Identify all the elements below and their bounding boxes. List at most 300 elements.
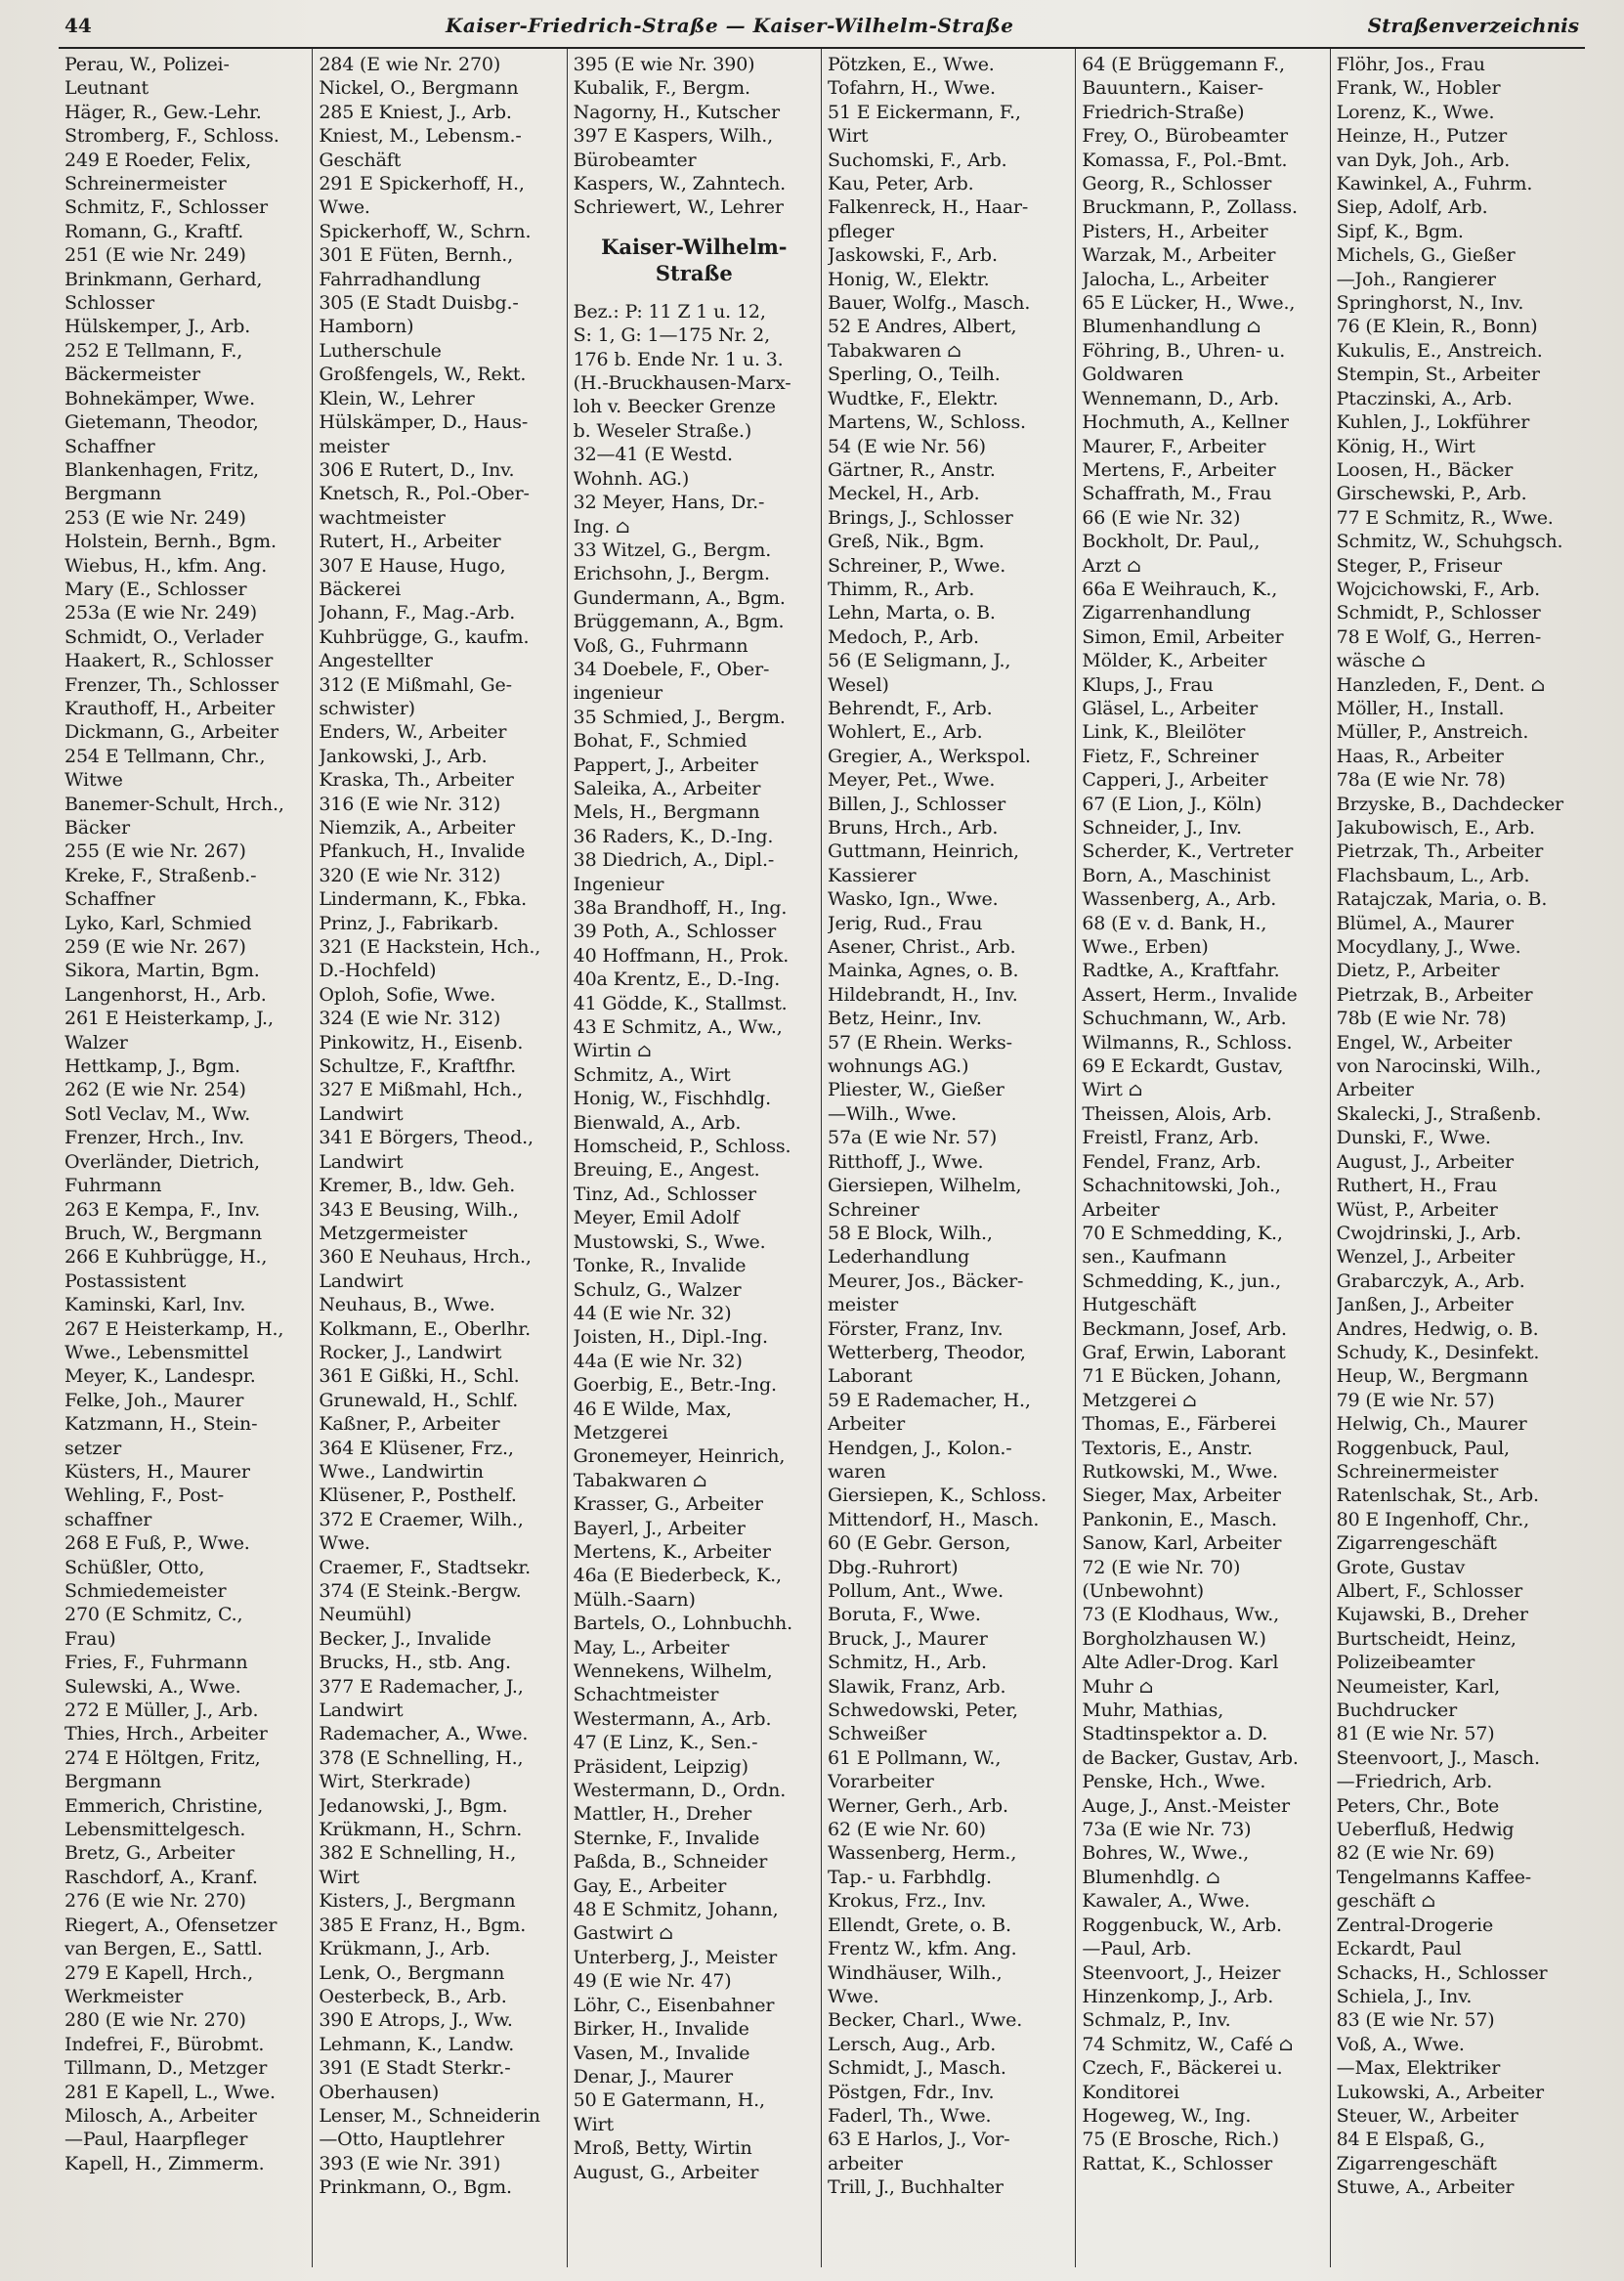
directory-entry-line: Sotl Veclav, M., Ww. (64, 1102, 251, 1125)
directory-entry-line: Romann, G., Kraftf. (64, 220, 244, 242)
directory-entry-line: Bergmann (64, 483, 162, 505)
directory-entry-line: Roggenbuck, W., Arb. (1082, 1914, 1282, 1936)
directory-entry-line: 66 (E wie Nr. 32) (1082, 506, 1241, 529)
directory-entry-line: Wohnh. AG.) (573, 467, 690, 490)
directory-entry-line: Dietz, P., Arbeiter (1336, 960, 1500, 982)
directory-entry-line: Hülskemper, J., Arb. (64, 316, 251, 338)
column-4 (822, 49, 1076, 2267)
directory-entry-line: sen., Kaufmann (1082, 1246, 1227, 1269)
directory-entry-line: Becker, Charl., Wwe. (828, 2009, 1023, 2032)
directory-entry-line: Wirt (573, 2113, 615, 2135)
directory-entry-line: Küsters, H., Maurer (64, 1460, 250, 1483)
directory-entry-line: Lyko, Karl, Schmied (64, 912, 252, 934)
directory-entry-line: Siep, Adolf, Arb. (1336, 196, 1488, 219)
directory-entry-line: Jalocha, L., Arbeiter (1082, 268, 1268, 290)
directory-entry-line: Föhring, B., Uhren- u. (1082, 339, 1286, 362)
street-description-line: b. Weseler Straße.) (573, 419, 752, 442)
directory-entry-line: Tinz, Ad., Schlosser (573, 1183, 756, 1205)
directory-entry-line: Thomas, E., Färberei (1082, 1413, 1276, 1436)
directory-entry-line: 274 E Höltgen, Fritz, (64, 1746, 261, 1769)
directory-entry-line: Sperling, O., Teilh. (828, 364, 1001, 386)
directory-entry-line: Muhr ⌂ (1082, 1675, 1153, 1698)
directory-entry-line: Faderl, Th., Wwe. (828, 2104, 992, 2127)
directory-entry-line: Ing. ⌂ (573, 515, 630, 538)
directory-entry-line: Landwirt (319, 1102, 404, 1125)
directory-entry-line: Scherder, K., Vertreter (1082, 840, 1294, 863)
directory-entry-line: Meyer, Pet., Wwe. (828, 769, 996, 792)
directory-entry-line: Kaßner, P., Arbeiter (319, 1413, 500, 1436)
directory-entry-line: Angestellter (319, 650, 433, 672)
directory-entry-line: Gregier, A., Werkspol. (828, 745, 1031, 767)
directory-entry-line: Albert, F., Schlosser (1336, 1580, 1523, 1602)
directory-entry-line: Wirt (828, 125, 869, 148)
directory-entry-line: Girschewski, P., Arb. (1336, 483, 1527, 505)
directory-entry-line: Mustowski, S., Wwe. (573, 1230, 766, 1253)
directory-entry-line: 36 Raders, K., D.-Ing. (573, 825, 774, 847)
directory-entry-line: 378 (E Schnelling, H., (319, 1746, 524, 1769)
directory-entry-line: Frank, W., Hobler (1336, 77, 1501, 100)
directory-entry-line: Windhäuser, Wilh., (828, 1961, 1003, 1984)
directory-entry-line: 249 E Roeder, Felix, (64, 149, 251, 171)
street-heading: Straße (655, 260, 733, 285)
directory-entry-line: Laborant (828, 1365, 913, 1388)
directory-entry-line: Müller, P., Anstreich. (1336, 721, 1529, 744)
directory-entry-line: Walzer (64, 1031, 128, 1054)
directory-entry-line: Pfankuch, H., Invalide (319, 840, 526, 863)
directory-entry-line: 374 (E Steink.-Bergw. (319, 1580, 522, 1602)
directory-entry-line: Assert, Herm., Invalide (1082, 983, 1298, 1006)
directory-entry-line: Wassenberg, A., Arb. (1082, 888, 1277, 911)
directory-entry-line: Pisters, H., Arbeiter (1082, 220, 1268, 242)
directory-entry-line: Fuhrmann (64, 1175, 162, 1197)
directory-entry-line: Schwedowski, Peter, (828, 1700, 1018, 1722)
directory-entry-line: Suchomski, F., Arb. (828, 149, 1007, 171)
street-heading: Kaiser-Wilhelm- (601, 234, 788, 259)
directory-entry-line: 73a (E wie Nr. 73) (1082, 1819, 1252, 1841)
directory-entry-line: Asener, Christ., Arb. (828, 936, 1016, 959)
directory-entry-line: Steuer, W., Arbeiter (1336, 2104, 1518, 2127)
directory-entry-line: Stadtinspektor a. D. (1082, 1723, 1268, 1745)
directory-entry-line: Boruta, F., Wwe. (828, 1604, 981, 1626)
directory-entry-line: Capperi, J., Arbeiter (1082, 769, 1268, 792)
directory-entry-line: 343 E Beusing, Wilh., (319, 1198, 519, 1221)
directory-entry-line: geschäft ⌂ (1336, 1890, 1435, 1913)
directory-entry-line: 38 Diedrich, A., Dipl.- (573, 849, 775, 872)
directory-entry-line: 72 (E wie Nr. 70) (1082, 1556, 1241, 1578)
directory-entry-line: Trill, J., Buchhalter (828, 2176, 1004, 2199)
directory-entry-line: Wwe., Lebensmittel (64, 1341, 249, 1363)
directory-entry-line: 252 E Tellmann, F., (64, 339, 243, 362)
directory-entry-line: Gastwirt ⌂ (573, 1922, 673, 1945)
directory-entry-line: Schreinermeister (64, 173, 227, 195)
directory-entry-line: 320 (E wie Nr. 312) (319, 864, 501, 886)
directory-entry-line: 65 E Lücker, H., Wwe., (1082, 292, 1296, 315)
directory-entry-line: Tofahrn, H., Wwe. (828, 77, 996, 100)
directory-entry-line: Landwirt (319, 1150, 404, 1173)
directory-entry-line: Gay, E., Arbeiter (573, 1874, 727, 1897)
directory-entry-line: Jerig, Rud., Frau (828, 912, 983, 934)
directory-entry-line: Schlosser (64, 292, 154, 315)
directory-entry-line: 73 (E Klodhaus, Ww., (1082, 1604, 1279, 1626)
column-5 (1076, 49, 1330, 2267)
directory-entry-line: Hendgen, J., Kolon.- (828, 1437, 1012, 1459)
directory-entry-line: Hülskämper, D., Haus- (319, 411, 529, 434)
directory-entry-line: Präsident, Leipzig) (573, 1755, 748, 1778)
directory-entry-line: ingenieur (573, 682, 662, 705)
directory-entry-line: Graf, Erwin, Laborant (1082, 1341, 1286, 1363)
directory-entry-line: Stromberg, F., Schloss. (64, 125, 279, 148)
directory-entry-line: van Dyk, Joh., Arb. (1336, 149, 1511, 171)
directory-entry-line: Paßda, B., Schneider (573, 1851, 768, 1873)
directory-entry-line: 81 (E wie Nr. 57) (1336, 1723, 1495, 1745)
directory-entry-line: Holstein, Bernh., Bgm. (64, 531, 277, 553)
directory-entry-line: Kniest, M., Lebensm.- (319, 125, 522, 148)
directory-entry-line: Landwirt (319, 1270, 404, 1292)
directory-entry-line: Metzgerei (573, 1421, 668, 1443)
directory-entry-line: Honig, W., Elektr. (828, 268, 990, 290)
directory-entry-line: 259 (E wie Nr. 267) (64, 936, 246, 959)
directory-entry-line: Wohlert, E., Arb. (828, 721, 983, 744)
directory-entry-line: Westermann, D., Ordn. (573, 1780, 787, 1802)
directory-entry-line: Nagorny, H., Kutscher (573, 101, 780, 123)
directory-entry-line: Ritthoff, J., Wwe. (828, 1150, 984, 1173)
directory-entry-line: Geschäft (319, 149, 402, 171)
directory-entry-line: pfleger (828, 220, 894, 242)
directory-entry-line: Frentz W., kfm. Ang. (828, 1938, 1017, 1960)
directory-entry-line: Bohres, W., Wwe., (1082, 1842, 1250, 1865)
directory-entry-line: Wassenberg, Herm., (828, 1842, 1017, 1865)
directory-entry-line: Rutert, H., Arbeiter (319, 531, 501, 553)
directory-entry-line: Kuhlen, J., Lokführer (1336, 411, 1530, 434)
directory-entry-line: Dickmann, G., Arbeiter (64, 721, 278, 744)
directory-entry-line: 382 E Schnelling, H., (319, 1842, 517, 1865)
directory-entry-line: 54 (E wie Nr. 56) (828, 435, 986, 457)
column-3 (568, 49, 822, 2267)
directory-entry-line: Wehling, F., Post- (64, 1485, 224, 1507)
directory-entry-line: Bauuntern., Kaiser- (1082, 77, 1263, 100)
directory-entry-line: Ratenlschak, St., Arb. (1336, 1485, 1539, 1507)
directory-entry-line: Mölder, K., Arbeiter (1082, 650, 1267, 672)
directory-entry-line: 253a (E wie Nr. 249) (64, 602, 257, 624)
directory-entry-line: Fendel, Franz, Arb. (1082, 1150, 1261, 1173)
directory-entry-line: Warzak, M., Arbeiter (1082, 244, 1276, 267)
street-description-line: 176 b. Ende Nr. 1 u. 3. (573, 348, 784, 370)
directory-entry-line: Martens, W., Schloss. (828, 411, 1026, 434)
directory-entry-line: Craemer, F., Stadtsekr. (319, 1556, 532, 1578)
directory-entry-line: Behrendt, F., Arb. (828, 697, 993, 719)
directory-entry-line: Kujawski, B., Dreher (1336, 1604, 1528, 1626)
directory-entry-line: 52 E Andres, Albert, (828, 316, 1017, 338)
directory-entry-line: Meyer, K., Landespr. (64, 1365, 256, 1388)
directory-entry-line: Breuing, E., Angest. (573, 1159, 760, 1182)
directory-entry-line: 83 (E wie Nr. 57) (1336, 2009, 1495, 2032)
directory-entry-line: Leutnant (64, 77, 149, 100)
directory-entry-line: Lorenz, K., Wwe. (1336, 101, 1495, 123)
directory-entry-line: Ratajczak, Maria, o. B. (1336, 888, 1548, 911)
directory-entry-line: Katzmann, H., Stein- (64, 1413, 258, 1436)
directory-entry-line: Landwirt (319, 1700, 404, 1722)
directory-entry-line: 280 (E wie Nr. 270) (64, 2009, 246, 2032)
directory-entry-line: Kuhbrügge, G., kaufm. (319, 625, 530, 648)
directory-entry-line: Blümel, A., Maurer (1336, 912, 1514, 934)
directory-entry-line: Mels, H., Bergmann (573, 801, 760, 824)
directory-entry-line: Hogeweg, W., Ing. (1082, 2104, 1252, 2127)
directory-entry-line: Bäckermeister (64, 364, 200, 386)
directory-entry-line: Mattler, H., Dreher (573, 1803, 752, 1826)
street-description-line: loh v. Beecker Grenze (573, 396, 776, 418)
directory-entry-line: Gundermann, A., Bgm. (573, 586, 786, 609)
directory-entry-line: Denar, J., Maurer (573, 2065, 733, 2087)
directory-entry-line: Großfengels, W., Rekt. (319, 364, 527, 386)
directory-entry-line: Bockholt, Dr. Paul,, (1082, 531, 1261, 553)
directory-entry-line: —Otto, Hauptlehrer (319, 2129, 504, 2151)
directory-entry-line: Brüggemann, A., Bgm. (573, 611, 785, 633)
directory-entry-line: Frenzer, Hrch., Inv. (64, 1127, 244, 1149)
directory-entry-line: Prinz, J., Fabrikarb. (319, 912, 499, 934)
directory-entry-line: 395 (E wie Nr. 390) (573, 54, 755, 75)
directory-entry-line: 364 E Klüsener, Frz., (319, 1437, 514, 1459)
directory-entry-line: Mainka, Agnes, o. B. (828, 960, 1019, 982)
directory-entry-line: Stempin, St., Arbeiter (1336, 364, 1540, 386)
directory-entry-line: Pankonin, E., Masch. (1082, 1508, 1277, 1530)
directory-entry-line: Wwe. (828, 1985, 879, 2007)
directory-entry-line: Schmidt, O., Verlader (64, 625, 264, 648)
directory-entry-line: Perau, W., Polizei- (64, 54, 230, 75)
directory-entry-line: Arbeiter (1336, 1079, 1414, 1101)
directory-entry-line: Hutgeschäft (1082, 1294, 1197, 1316)
directory-entry-line: Gietemann, Theodor, (64, 411, 259, 434)
directory-entry-line: 306 E Rutert, D., Inv. (319, 458, 515, 481)
street-description-line: Bez.: P: 11 Z 1 u. 12, (573, 300, 766, 323)
directory-entry-line: Sieger, Max, Arbeiter (1082, 1485, 1281, 1507)
directory-entry-line: Brinkmann, Gerhard, (64, 268, 263, 290)
directory-entry-line: Kawinkel, A., Fuhrm. (1336, 173, 1533, 195)
directory-entry-line: Löhr, C., Eisenbahner (573, 1994, 775, 2016)
directory-entry-line: 270 (E Schmitz, C., (64, 1604, 243, 1626)
directory-entry-line: Schneider, J., Inv. (1082, 817, 1242, 839)
directory-entry-line: Kubalik, F., Bergm. (573, 77, 750, 100)
directory-entry-line: Tabakwaren ⌂ (573, 1469, 707, 1491)
directory-entry-line: Arzt ⌂ (1082, 554, 1141, 577)
directory-entry-line: Born, A., Maschinist (1082, 864, 1271, 886)
directory-entry-line: Jaskowski, F., Arb. (828, 244, 998, 267)
directory-entry-line: Rademacher, A., Wwe. (319, 1723, 529, 1745)
directory-entry-line: Lenser, M., Schneiderin (319, 2104, 540, 2127)
street-description-line: (H.-Bruckhausen-Marx- (573, 372, 791, 395)
directory-entry-line: Werkmeister (64, 1985, 184, 2007)
directory-entry-line: Zigarrengeschäft (1336, 1532, 1497, 1555)
directory-entry-line: Kassierer (828, 864, 917, 886)
directory-entry-line: Hinzenkomp, J., Arb. (1082, 1985, 1274, 2007)
directory-entry-line: Kraska, Th., Arbeiter (319, 769, 514, 792)
directory-entry-line: 35 Schmied, J., Bergm. (573, 706, 786, 728)
directory-entry-line: Langenhorst, H., Arb. (64, 983, 267, 1006)
directory-entry-line: Saleika, A., Arbeiter (573, 777, 761, 799)
directory-entry-line: Schmitz, F., Schlosser (64, 196, 268, 219)
directory-entry-line: 279 E Kapell, Hrch., (64, 1961, 253, 1984)
directory-entry-line: 360 E Neuhaus, Hrch., (319, 1246, 532, 1269)
directory-entry-line: Steenvoort, J., Heizer (1082, 1961, 1281, 1984)
directory-entry-line: Wwe., Landwirtin (319, 1460, 484, 1483)
directory-entry-line: Unterberg, J., Meister (573, 1946, 778, 1968)
directory-entry-line: Ptaczinski, A., Arb. (1336, 387, 1513, 409)
directory-entry-line: Tengelmanns Kaffee- (1336, 1866, 1532, 1888)
directory-entry-line: 321 (E Hackstein, Hch., (319, 936, 541, 959)
directory-entry-line: Schreiner, P., Wwe. (828, 554, 1006, 577)
directory-entry-line: Penske, Hch., Wwe. (1082, 1771, 1266, 1793)
directory-entry-line: Kawaler, A., Wwe. (1082, 1890, 1251, 1913)
directory-entry-line: Meyer, Emil Adolf (573, 1207, 740, 1229)
directory-entry-line: Haakert, R., Schlosser (64, 650, 274, 672)
directory-entry-line: Lutherschule (319, 339, 442, 362)
directory-entry-line: 341 E Börgers, Theod., (319, 1127, 534, 1149)
directory-entry-line: Klüsener, P., Posthelf. (319, 1485, 517, 1507)
directory-entry-line: Hanzleden, F., Dent. ⌂ (1336, 673, 1545, 696)
directory-entry-line: 57 (E Rhein. Werks- (828, 1031, 1012, 1054)
directory-entry-line: Metzgerei ⌂ (1082, 1389, 1197, 1411)
directory-entry-line: van Bergen, E., Sattl. (64, 1938, 263, 1960)
directory-entry-line: Lehn, Marta, o. B. (828, 602, 996, 624)
directory-entry-line: Dunski, F., Wwe. (1336, 1127, 1491, 1149)
directory-entry-line: 48 E Schmitz, Johann, (573, 1899, 779, 1921)
directory-entry-line: Jankowski, J., Arb. (319, 745, 488, 767)
directory-entry-line: Lersch, Aug., Arb. (828, 2033, 997, 2055)
directory-entry-line: Wirtin ⌂ (573, 1040, 652, 1062)
directory-entry-line: Komassa, F., Pol.-Bmt. (1082, 149, 1288, 171)
directory-entry-line: Dbg.-Ruhrort) (828, 1556, 959, 1578)
directory-entry-line: 78b (E wie Nr. 78) (1336, 1008, 1507, 1030)
directory-entry-line: 268 E Fuß, P., Wwe. (64, 1532, 250, 1555)
directory-entry-line: Sikora, Martin, Bgm. (64, 960, 260, 982)
directory-entry-line: arbeiter (828, 2152, 903, 2174)
directory-entry-line: Gronemeyer, Heinrich, (573, 1445, 786, 1468)
directory-entry-line: 71 E Bücken, Johann, (1082, 1365, 1282, 1388)
directory-entry-line: Wennemann, D., Arb. (1082, 387, 1279, 409)
directory-entry-line: Polizeibeamter (1336, 1652, 1475, 1674)
directory-entry-line: Vasen, M., Invalide (573, 2042, 750, 2064)
directory-entry-line: Wetterberg, Theodor, (828, 1341, 1026, 1363)
directory-entry-line: Neumeister, Karl, (1336, 1675, 1500, 1698)
directory-entry-line: Bruck, J., Maurer (828, 1627, 988, 1650)
directory-entry-line: de Backer, Gustav, Arb. (1082, 1746, 1299, 1769)
directory-entry-line: 67 (E Lion, J., Köln) (1082, 793, 1262, 815)
directory-entry-line: Lukowski, A., Arbeiter (1336, 2081, 1544, 2103)
directory-entry-line: Hamborn) (319, 316, 414, 338)
page-header (59, 14, 1585, 49)
directory-entry-line: Schmalz, P., Inv. (1082, 2009, 1231, 2032)
directory-entry-line: Flachsbaum, L., Arb. (1336, 864, 1530, 886)
directory-entry-line: Postassistent (64, 1270, 187, 1292)
directory-entry-line: Milosch, A., Arbeiter (64, 2104, 257, 2127)
directory-entry-line: Schaffner (64, 888, 155, 911)
directory-entry-line: Overländer, Dietrich, (64, 1150, 260, 1173)
directory-entry-line: Bohnekämper, Wwe. (64, 387, 255, 409)
street-description-line: S: 1, G: 1—175 Nr. 2, (573, 324, 770, 347)
directory-entry-line: Schmiedemeister (64, 1580, 227, 1602)
directory-entry-line: von Narocinski, Wilh., (1336, 1055, 1542, 1078)
directory-entry-line: Mroß, Betty, Wirtin (573, 2137, 752, 2160)
directory-entry-line: Pöstgen, Fdr., Inv. (828, 2081, 995, 2103)
directory-entry-line: Homscheid, P., Schloss. (573, 1136, 791, 1158)
directory-entry-line: Brings, J., Schlosser (828, 506, 1013, 529)
directory-entry-line: 41 Gödde, K., Stallmst. (573, 992, 788, 1014)
directory-entry-line: Krükmann, J., Arb. (319, 1938, 491, 1960)
directory-entry-line: Thimm, R., Arb. (828, 578, 975, 600)
directory-entry-line: 60 (E Gebr. Gerson, (828, 1532, 1011, 1555)
directory-entry-line: Stuwe, A., Arbeiter (1336, 2176, 1515, 2199)
directory-entry-line: Hettkamp, J., Bgm. (64, 1055, 240, 1078)
directory-entry-line: Metzgermeister (319, 1222, 468, 1244)
directory-entry-line: setzer (64, 1437, 122, 1459)
directory-entry-line: 316 (E wie Nr. 312) (319, 793, 501, 815)
directory-entry-line: Blumenhdlg. ⌂ (1082, 1866, 1220, 1888)
directory-entry-line: 50 E Gatermann, H., (573, 2089, 765, 2112)
directory-entry-line: Gläsel, L., Arbeiter (1082, 697, 1259, 719)
directory-entry-line: Schachtmeister (573, 1684, 719, 1706)
directory-entry-line: Billen, J., Schlosser (828, 793, 1006, 815)
directory-entry-line: Helwig, Ch., Maurer (1336, 1413, 1527, 1436)
directory-entry-line: 291 E Spickerhoff, H., (319, 173, 525, 195)
directory-entry-line: Schüßler, Otto, (64, 1556, 205, 1578)
directory-entry-line: Kremer, B., ldw. Geh. (319, 1175, 516, 1197)
directory-entry-line: Sulewski, A., Wwe. (64, 1675, 241, 1698)
directory-entry-line: —Friedrich, Arb. (1336, 1771, 1493, 1793)
directory-entry-line: 393 (E wie Nr. 391) (319, 2152, 501, 2174)
column-6 (1331, 49, 1585, 2267)
directory-entry-line: Schaffrath, M., Frau (1082, 483, 1272, 505)
directory-entry-line: —Wilh., Wwe. (828, 1102, 957, 1125)
directory-entry-line: Voß, G., Fuhrmann (573, 634, 748, 657)
directory-entry-line: Neuhaus, B., Wwe. (319, 1294, 495, 1316)
directory-entry-line: Bartels, O., Lohnbuchh. (573, 1613, 793, 1635)
directory-entry-line: 285 E Kniest, J., Arb. (319, 101, 512, 123)
directory-entry-line: (Unbewohnt) (1082, 1580, 1204, 1602)
directory-entry-line: —Paul, Haarpfleger (64, 2129, 248, 2151)
directory-entry-line: Oploh, Sofie, Wwe. (319, 983, 496, 1006)
directory-entry-line: 377 E Rademacher, J., (319, 1675, 524, 1698)
directory-entry-line: Schacks, H., Schlosser (1336, 1961, 1548, 1984)
directory-entry-line: Alte Adler-Drog. Karl (1082, 1652, 1279, 1674)
directory-entry-line: Buchdrucker (1336, 1700, 1458, 1722)
directory-entry-line: Bayerl, J., Arbeiter (573, 1517, 746, 1539)
directory-entry-line: Rattat, K., Schlosser (1082, 2152, 1273, 2174)
directory-entry-line: Pietrzak, B., Arbeiter (1336, 983, 1533, 1006)
directory-entry-line: Enders, W., Arbeiter (319, 721, 507, 744)
directory-entry-line: Wirt ⌂ (1082, 1079, 1142, 1101)
directory-entry-line: Schreinermeister (1336, 1460, 1499, 1483)
directory-entry-line: Mertens, F., Arbeiter (1082, 458, 1276, 481)
directory-entry-line: Grunewald, H., Schlf. (319, 1389, 519, 1411)
column-2 (313, 49, 567, 2267)
directory-entry-line: Heup, W., Bergmann (1336, 1365, 1528, 1388)
directory-entry-line: Janßen, J., Arbeiter (1336, 1294, 1514, 1316)
directory-entry-line: Schultze, F., Kraftfhr. (319, 1055, 516, 1078)
directory-entry-line: 49 (E wie Nr. 47) (573, 1970, 732, 1993)
directory-entry-line: Prinkmann, O., Bgm. (319, 2176, 512, 2199)
directory-entry-line: 57a (E wie Nr. 57) (828, 1127, 998, 1149)
directory-entry-line: 56 (E Seligmann, J., (828, 650, 1011, 672)
directory-entry-line: Riegert, A., Ofensetzer (64, 1914, 278, 1936)
directory-entry-line: Schmitz, W., Schuhgsch. (1336, 531, 1563, 553)
directory-entry-line: Pötzken, E., Wwe. (828, 54, 995, 75)
directory-entry-line: 68 (E v. d. Bank, H., (1082, 912, 1267, 934)
directory-entry-line: 46a (E Biederbeck, K., (573, 1565, 782, 1587)
directory-entry-line: Wirt, Sterkrade) (319, 1771, 471, 1793)
directory-entry-line: 69 E Eckardt, Gustav, (1082, 1055, 1284, 1078)
column-1 (59, 49, 313, 2267)
directory-entry-line: 266 E Kuhbrügge, H., (64, 1246, 268, 1269)
directory-entry-line: Grabarczyk, A., Arb. (1336, 1270, 1525, 1292)
